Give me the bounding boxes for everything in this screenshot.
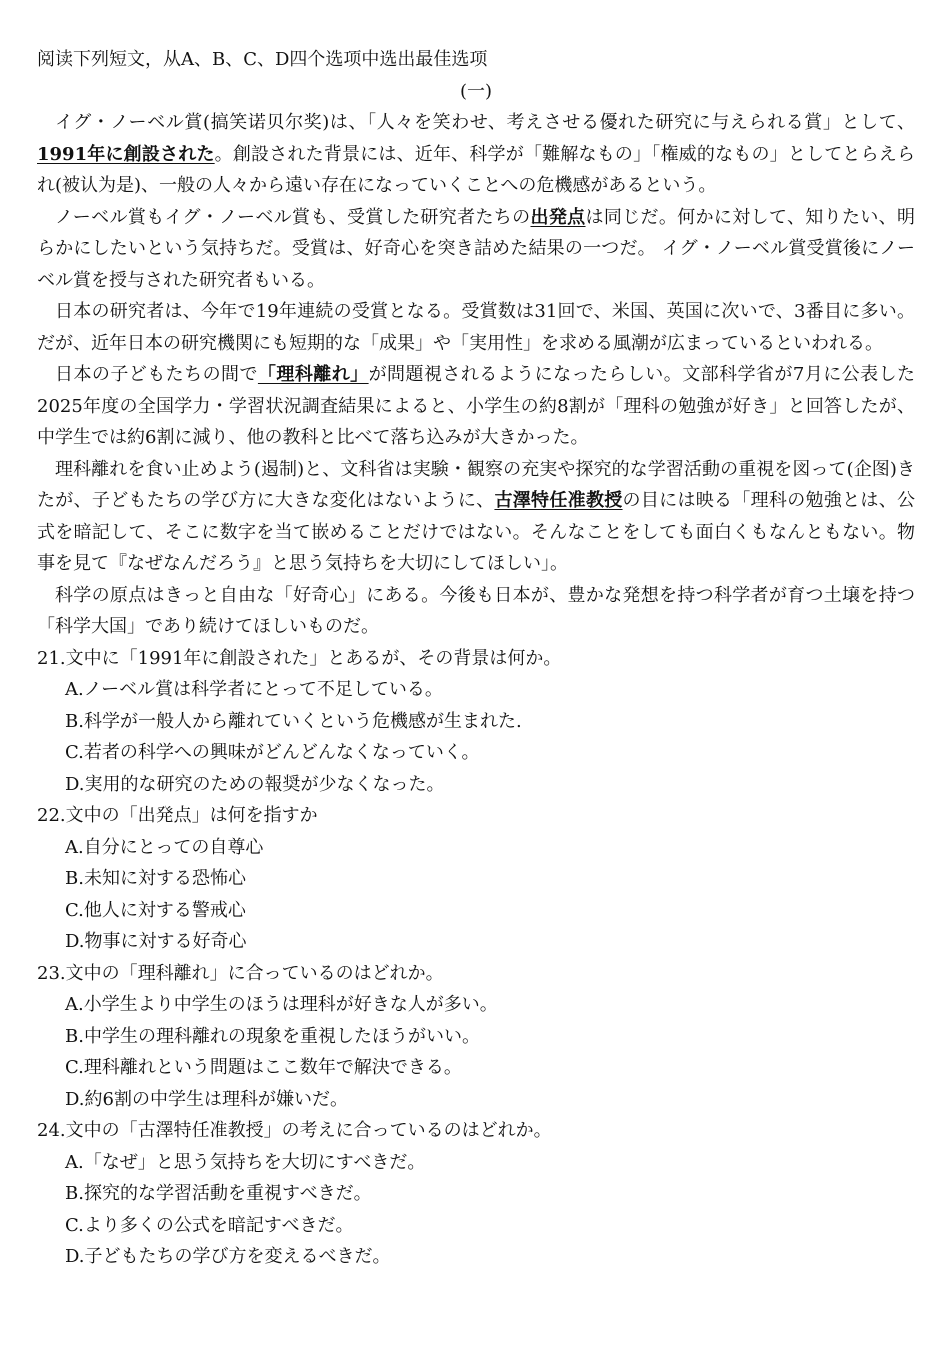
answer-option: A.小学生より中学生のほうは理科が好きな人が多い。	[65, 994, 498, 1015]
text-run: が問題視されるようになったらしい。文部科学省が7月に公表した2025年度の全国学力・学習状況調査結果によると、小学生の約8割が「理科の勉強が好き」と回答したが、中学生では約6割に減り、他の教科と比べて落ち込みが大きかった。	[37, 364, 915, 448]
answer-option: A.ノーベル賞は科学者にとって不足している。	[65, 679, 443, 700]
passage-paragraph	[37, 359, 915, 454]
passage-paragraph	[37, 107, 915, 202]
text-run: 科学の原点はきっと自由な「好奇心」にある。今後も日本が、豊かな発想を持つ科学者が育つ土壌を持つ「科学大国」であり続けてほしいものだ。	[37, 584, 915, 637]
question-stem: 21.文中に「1991年に創設された」とあるが、その背景は何か。	[37, 647, 562, 669]
answer-option: D.子どもたちの学び方を変えるべきだ。	[65, 1246, 391, 1267]
passage-paragraph	[37, 202, 915, 297]
underlined-phrase: 古澤特任准教授	[494, 490, 623, 511]
text-run: 。創設された背景には、近年、科学が「難解なもの」「権威的なもの」としてとらえられ(被认为是)、一般の人々から遠い存在になっていくことへの危機感があるという。	[37, 143, 915, 196]
answer-option: D.約6割の中学生は理科が嫌いだ。	[65, 1088, 348, 1110]
question-stem: 24.文中の「古澤特任准教授」の考えに合っているのはどれか。	[37, 1120, 552, 1141]
question-block	[37, 800, 915, 958]
passage-paragraph	[37, 296, 915, 359]
passage-paragraph	[37, 454, 915, 580]
question-block	[37, 1115, 915, 1273]
underlined-phrase: 出発点	[530, 206, 586, 228]
text-run: 日本の子どもたちの間で	[55, 364, 258, 385]
text-run: 日本の研究者は、今年で19年連続の受賞となる。受賞数は31回で、米国、英国に次いで、3番目に多い。 だが、近年日本の研究機関にも短期的な「成果」や「実用性」を求める風潮が広まっているといわれる。	[37, 301, 915, 354]
answer-option: C.他人に対する警戒心	[65, 899, 246, 921]
answer-option: B.中学生の理科離れの現象を重視したほうがいい。	[65, 1025, 480, 1047]
answer-option: D.物事に対する好奇心	[65, 931, 247, 952]
question-stem: 23.文中の「理科離れ」に合っているのはどれか。	[37, 962, 444, 984]
answer-option: C.理科離れという問題はここ数年で解決できる。	[65, 1057, 462, 1078]
passage-paragraph	[37, 580, 915, 643]
underlined-phrase: 1991年に創設された	[37, 143, 215, 165]
passage	[37, 107, 915, 643]
text-run: 理科離れを食い止めよう(遏制)と、文科省は実験・観察の充実や探究的な学習活動の重視を図って(企图)きたが、子どもたちの学び方に大きな変化はないように、	[37, 458, 915, 511]
text-run: の目には映る「理科の勉強とは、公式を暗記して、そこに数字を当て嵌めることだけではない。そんなことをしても面白くもなんともない。物事を見て『なぜなんだろう』と思う気持ちを大切にしてほしい」。	[37, 490, 915, 574]
question-block	[37, 643, 915, 801]
question-stem: 22.文中の「出発点」は何を指すか	[37, 805, 318, 826]
answer-option: A.自分にとっての自尊心	[65, 836, 264, 858]
section-label: (一)	[459, 80, 493, 102]
text-run: は同じだ。何かに対して、知りたい、明らかにしたいという気持ちだ。受賞は、好奇心を突き詰めた結果の一つだ。 イグ・ノーベル賞受賞後にノーベル賞を授与された研究者もいる。	[37, 206, 915, 291]
instruction-text: 阅读下列短文，从A、B、C、D四个选项中选出最佳选项	[37, 49, 488, 70]
answer-option: C.若者の科学への興味がどんどんなくなっていく。	[65, 742, 480, 763]
underlined-phrase: 「理科離れ」	[257, 364, 369, 385]
text-run: ノーベル賞もイグ・ノーベル賞も、受賞した研究者たちの	[55, 206, 531, 228]
answer-option: C.より多くの公式を暗記すべきだ。	[65, 1214, 354, 1236]
answer-option: A.「なぜ」と思う気持ちを大切にすべきだ。	[65, 1151, 426, 1173]
answer-option: B.探究的な学習活動を重視すべきだ。	[65, 1183, 372, 1204]
reading-comprehension	[37, 44, 915, 1296]
question-block	[37, 958, 915, 1116]
answer-option: D.実用的な研究のための報奨が少なくなった。	[65, 773, 445, 795]
answer-option: B.科学が一般人から離れていくという危機感が生まれた.	[65, 710, 522, 732]
text-run: イグ・ノーベル賞(搞笑诺贝尔奖)は、「人々を笑わせ、考えさせる優れた研究に与えられる賞」として、	[55, 112, 915, 133]
answer-option: B.未知に対する恐怖心	[65, 868, 246, 889]
